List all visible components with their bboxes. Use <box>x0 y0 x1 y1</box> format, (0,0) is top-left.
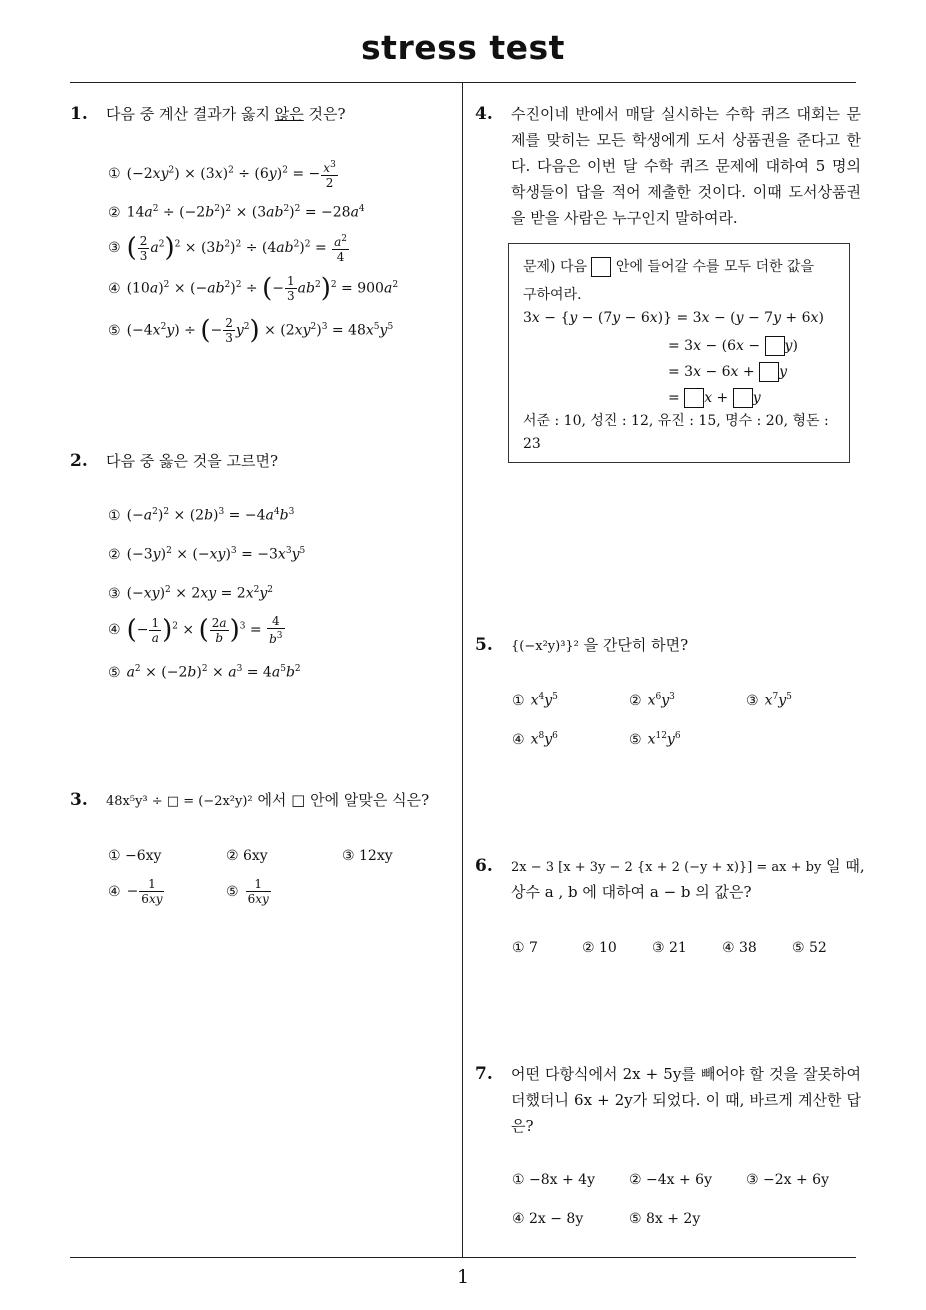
page-title: stress test <box>361 28 565 67</box>
q6-option-4[interactable]: ④ 38 <box>722 940 757 956</box>
question-2 <box>70 448 450 478</box>
q5-option-3[interactable]: ③ $x^7y^5$ <box>746 692 792 709</box>
question-text: 수진이네 반에서 매달 실시하는 수학 퀴즈 대회는 문제를 맞히는 모든 학생에게 도서 상품권을 준다고 한다. 다음은 이번 달 수학 퀴즈 문제에 대하여 5 명의 학생들이 답을 적어 제출한 것이다. 이때 도서상품권을 받을 사람은 누구인지 말하여라. <box>511 105 861 227</box>
equation-line-2: = 3x − (6x − y) <box>668 338 798 354</box>
top-rule <box>70 82 856 83</box>
q6-option-5[interactable]: ⑤ 52 <box>792 940 827 956</box>
question-7 <box>475 1061 865 1141</box>
question-text: {(−x²y)³}² 을 간단히 하면? <box>511 636 689 654</box>
q1-option-5[interactable]: ⑤ $(-4x^2y)$ ÷ (− $\frac{2}{3}$ $y^2) \times (2xy^2)^3 = 48x^5y^5$ <box>108 315 394 346</box>
q7-option-1[interactable]: ① −8x + 4y <box>512 1172 595 1188</box>
question-4 <box>475 101 865 236</box>
q2-option-2[interactable]: ② $(-3y)^2 \times (-xy)^3 = -3x^3y^5$ <box>108 546 306 563</box>
q3-option-3[interactable]: ③ 12xy <box>342 848 393 864</box>
question-number: 2. <box>70 451 88 471</box>
question-number: 1. <box>70 104 88 124</box>
problem-box: 문제) 다음 안에 들어갈 수를 모두 더한 값을 구하여라. 3x − {y − (7y − 6x)} = 3x − (y − 7y + 6x) = 3x − (6x − y) = 3x − 6x + y = x + y 서준 : 10, 성진 : 12, 유진 : 15, 명수 : 20, 형돈 : 23 <box>508 243 850 463</box>
blank-box <box>591 257 611 277</box>
q1-option-4[interactable]: ④ $(10a)^2 \times (-ab^2)^2$ ÷ (− $\frac{1}{3}$ $ab^2)^2 = 900a^2$ <box>108 273 399 304</box>
question-number: 7. <box>475 1064 493 1084</box>
blank-box <box>733 388 753 408</box>
q5-option-1[interactable]: ① $x^4y^5$ <box>512 692 558 709</box>
q3-option-4[interactable]: ④ − $\frac{1}{6xy}$ <box>108 877 163 906</box>
q3-option-1[interactable]: ① −6xy <box>108 848 162 864</box>
q3-option-2[interactable]: ② 6xy <box>226 848 268 864</box>
question-text: 2x − 3 [x + 3y − 2 {x + 2 (−y + x)}] = ax + by 일 때, <box>511 857 865 875</box>
question-text: 다음 중 옳은 것을 고르면? <box>106 452 279 470</box>
q6-option-2[interactable]: ② 10 <box>582 940 617 956</box>
q2-option-3[interactable]: ③ $(-xy)^2 \times 2xy = 2x^2y^2$ <box>108 585 273 602</box>
equation-line-4: = x + y <box>668 390 761 406</box>
question-number: 6. <box>475 856 493 876</box>
q1-option-3[interactable]: ③ ( $\frac{2}{3}$ $a^2)^2 \times (3b^2)^2 \div (4ab^2)^2$ = $\frac{a^2}{4}$ <box>108 233 348 264</box>
question-text-line-2: 상수 a , b 에 대하여 a − b 의 값은? <box>511 883 752 901</box>
column-divider <box>462 83 463 1257</box>
equation-line-3: = 3x − 6x + y <box>668 364 788 380</box>
question-text: 다음 중 계산 결과가 옳지 않은 것은? <box>106 105 346 123</box>
question-1 <box>70 101 450 131</box>
question-3 <box>70 787 455 817</box>
q7-option-3[interactable]: ③ −2x + 6y <box>746 1172 829 1188</box>
q5-option-4[interactable]: ④ $x^8y^6$ <box>512 731 558 748</box>
question-text: 48x⁵y³ ÷ □ = (−2x²y)² 에서 □ 안에 알맞은 식은? <box>106 791 430 809</box>
q2-option-1[interactable]: ① $(-a^2)^2 \times (2b)^3 = -4a^4b^3$ <box>108 507 295 524</box>
student-answers: 서준 : 10, 성진 : 12, 유진 : 15, 명수 : 20, 형돈 : <box>523 413 829 429</box>
question-number: 5. <box>475 635 493 655</box>
question-text: 어떤 다항식에서 2x + 5y를 빼어야 할 것을 잘못하여 더했더니 6x + 2y가 되었다. 이 때, 바르게 계산한 답은? <box>511 1065 861 1135</box>
q2-option-4[interactable]: ④ (− $\frac{1}{a}$ )$^2$ × ( $\frac{2a}{b}$ )$^3$ = $\frac{4}{b^3}$ <box>108 614 283 646</box>
q1-option-2[interactable]: ② $14a^2 \div (-2b^2)^2 \times (3ab^2)^2 = -28a^4$ <box>108 204 365 221</box>
q2-option-5[interactable]: ⑤ $a^2 \times (-2b)^2 \times a^3 = 4a^5b^2$ <box>108 664 301 681</box>
question-6 <box>475 853 865 909</box>
question-number: 3. <box>70 790 88 810</box>
question-5 <box>475 632 865 662</box>
q7-option-5[interactable]: ⑤ 8x + 2y <box>629 1211 701 1227</box>
blank-box <box>684 388 704 408</box>
q5-option-2[interactable]: ② $x^6y^3$ <box>629 692 675 709</box>
q7-option-2[interactable]: ② −4x + 6y <box>629 1172 712 1188</box>
q7-option-4[interactable]: ④ 2x − 8y <box>512 1211 584 1227</box>
bottom-rule <box>70 1257 856 1258</box>
blank-box <box>759 362 779 382</box>
q5-option-5[interactable]: ⑤ $x^{12}y^6$ <box>629 731 681 748</box>
page-number: 1 <box>456 1266 470 1288</box>
question-number: 4. <box>475 104 493 124</box>
q1-option-1[interactable]: ① $(-2xy^2) \times (3x)^2 \div (6y)^2$ = − $\frac{x^3}{2}$ <box>108 160 336 190</box>
q6-option-1[interactable]: ① 7 <box>512 940 538 956</box>
q6-option-3[interactable]: ③ 21 <box>652 940 687 956</box>
blank-box <box>765 336 785 356</box>
q3-option-5[interactable]: ⑤ $\frac{1}{6xy}$ <box>226 877 269 906</box>
equation-line-1: 3x − {y − (7y − 6x)} = 3x − (y − 7y + 6x) <box>523 310 824 326</box>
